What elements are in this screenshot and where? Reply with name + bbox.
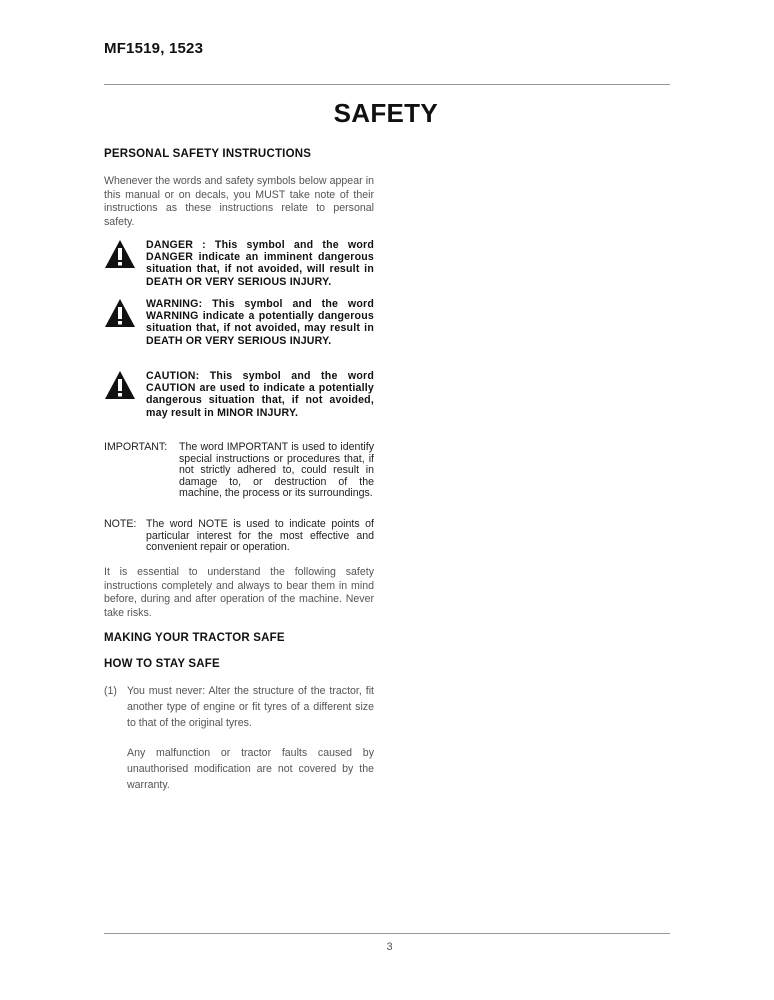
danger-text: DANGER : This symbol and the word DANGER indicate an imminent dangerous situation that, if not avoided, will result in DEATH OR VERY SERIOUS INJURY. [146,239,374,288]
making-tractor-safe-heading: MAKING YOUR TRACTOR SAFE [104,632,285,644]
page-number: 3 [386,941,393,953]
warning-triangle-icon [104,238,136,270]
item-note: Any malfunction or tractor faults caused by unauthorised modification are not covered by the warranty. [127,747,374,791]
warning-text: WARNING: This symbol and the word WARNING indicate a potentially dangerous situation that, if not avoided, may result in DEATH OR VERY SERIOUS INJURY. [146,298,374,347]
important-term: IMPORTANT: [104,441,168,453]
how-to-stay-safe-heading: HOW TO STAY SAFE [104,658,220,670]
caution-text: CAUTION: This symbol and the word CAUTION are used to indicate a potentially dangerous situation that, if not avoided, may result in MINOR INJURY. [146,370,374,419]
intro-paragraph: Whenever the words and safety symbols below appear in this manual or on decals, you MUST take note of their instructions as these instructions relate to personal safety. [104,175,374,228]
warning-triangle-icon [104,297,136,329]
warning-triangle-icon [104,369,136,401]
essential-paragraph: It is essential to understand the following safety instructions completely and always to bear them in mind before, during and after operation of the machine. Never take risks. [104,566,374,619]
important-text: The word IMPORTANT is used to identify special instructions or procedures that, if not strictly adhered to, could result in damage to, or destruction of the machine, the process or its surroundings. [179,441,374,500]
note-term: NOTE: [104,518,137,530]
important-block [104,442,374,512]
model-header: MF1519, 1523 [104,40,204,57]
footer-rule [104,933,670,934]
personal-safety-heading: PERSONAL SAFETY INSTRUCTIONS [104,148,312,160]
note-text: The word NOTE is used to indicate points of particular interest for the most effective and convenient repair or operation. [146,518,374,554]
page-title: SAFETY [333,98,438,128]
note-block [104,519,374,559]
item-text: You must never: Alter the structure of the tractor, fit another type of engine or fit tyres of a different size to that of the original tyres. [127,685,374,729]
header-rule [104,84,670,85]
item-number: (1) [104,685,117,697]
